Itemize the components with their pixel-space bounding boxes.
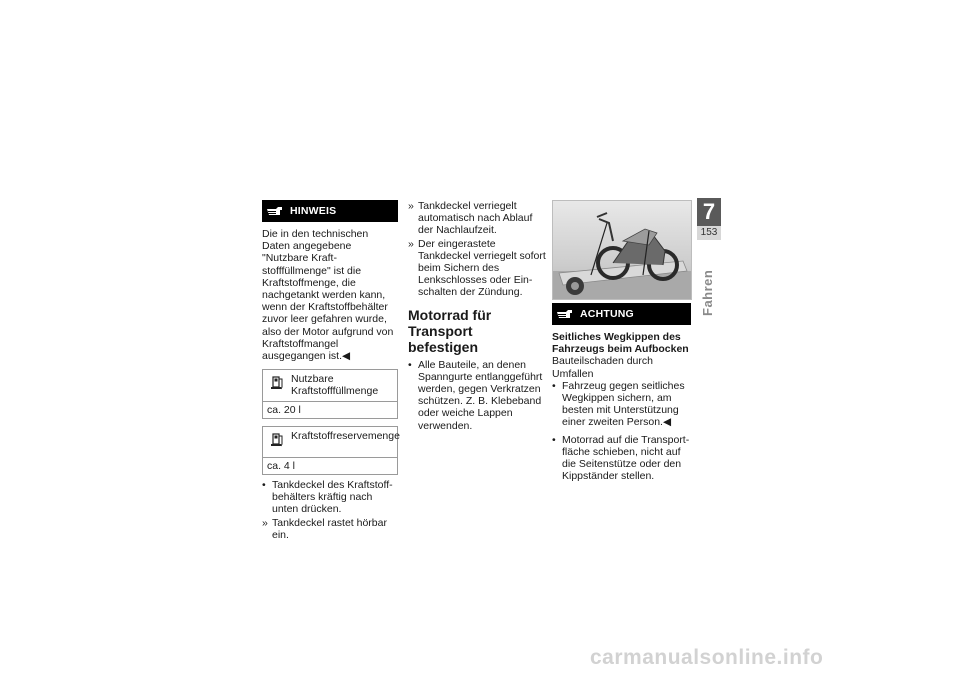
result-marker: » [408,237,414,250]
bullet-marker: • [262,479,266,492]
watermark: carmanualsonline.info [590,646,824,669]
result-marker: » [262,516,268,529]
spec-value: ca. 20 l [263,401,397,418]
chapter-title: Fahren [700,270,715,317]
fuel-pump-icon [267,430,289,452]
left-column [262,200,398,542]
step-list [408,200,546,299]
list-item [552,380,691,429]
motorcycle-illustration [553,201,691,299]
step-list [262,479,398,541]
fuel-pump-icon [267,373,289,395]
list-item-text: Tankdeckel rastet hörbar ein. [272,516,387,541]
warning-title: Seitliches Wegkippen des Fahrzeugs beim Aufbocken [552,331,689,356]
motorcycle-on-trailer-image [552,200,692,300]
list-item-text: Tankdeckel des Kraftstoffbehälters kräftig nach unten drücken. [272,479,393,516]
bullet-marker: • [552,433,556,446]
bullet-marker: • [552,379,556,392]
page-number: 153 [697,226,721,240]
chapter-tab [697,198,721,240]
middle-column [408,200,546,433]
warning-text: Bauteilschaden durch Umfallen [552,355,653,380]
list-item [262,479,398,516]
notice-text: Die in den technischen Daten angegebene "Nutzbare Kraftstofffüllmenge" ist die Kraftstoffmenge, die nachgetankt werden kann, wenn der Kraftstoffbehälter zuvor leer gefahren wurde, also der Motor aufgrund von Kraftstoffmangel ausgegangen ist.◀ [262,228,394,363]
list-item-text: Der eingerastete Tankdeckel verriegelt sofort beim Sichern des Lenkschlosses oder Einschalten der Zündung. [418,237,546,299]
section-title: Motorrad für Transport befestigen [408,306,492,355]
list-item [262,517,398,541]
notice-bar-hinweis [262,200,398,222]
notice-label: ACHTUNG [580,307,634,320]
list-item [408,359,546,432]
hand-pointer-icon [266,205,284,217]
result-marker: » [408,200,414,212]
hand-pointer-icon [556,308,574,320]
step-list [552,380,691,483]
chapter-number: 7 [697,198,721,226]
list-item-text: Motorrad auf die Transportfläche schieben, nicht auf die Seitenstütze oder den Kippständer stellen. [562,433,690,483]
list-item [552,434,691,483]
list-item-text: Alle Bauteile, an denen Spanngurte entlanggeführt werden, gegen Verkratzen schützen. Z. B. Klebeband oder weiche Lappen verwenden. [418,358,543,432]
notice-label: HINWEIS [290,204,337,217]
notice-bar-achtung [552,303,691,325]
list-item [408,200,546,237]
spec-label: Nutzbare Kraftstofffüllmenge [291,373,379,398]
bullet-marker: • [408,358,412,371]
list-item [408,238,546,299]
list-item-text: Fahrzeug gegen seitliches Wegkippen sichern, am besten mit Unterstützung einer zweiten Person.◀ [562,379,685,429]
spec-box-fuel-reserve [262,426,398,475]
spec-label: Kraftstoffreservemenge [291,429,400,442]
right-column [552,200,691,483]
step-list [408,359,546,432]
spec-box-usable-fuel [262,369,398,419]
list-item-text: Tankdeckel verriegelt automatisch nach Ablauf der Nachlaufzeit. [418,200,533,237]
spec-value: ca. 4 l [263,457,397,474]
